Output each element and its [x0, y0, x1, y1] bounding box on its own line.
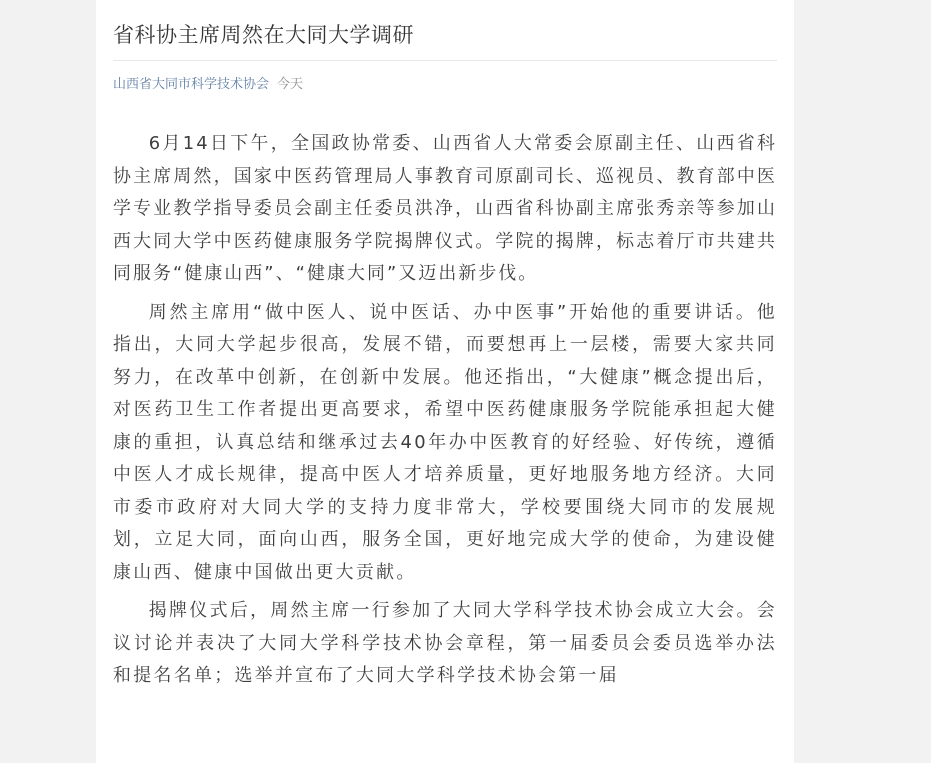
article-body — [113, 128, 777, 699]
article-page — [96, 0, 794, 763]
article-title: 省科协主席周然在大同大学调研 — [113, 23, 414, 47]
publish-date: 今天 — [277, 77, 304, 92]
account-name-link[interactable]: 山西省大同市科学技术协会 — [113, 77, 270, 92]
title-divider — [113, 60, 777, 61]
paragraph-3: 揭牌仪式后，周然主席一行参加了大同大学科学技术协会成立大会。会议讨论并表决了大同大学科学技术协会章程，第一届委员会委员选举办法和提名名单；选举并宣布了大同大学科学技术协会第一届 — [113, 600, 777, 686]
paragraph-2: 周然主席用“做中医人、说中医话、办中医事”开始他的重要讲话。他指出，大同大学起步很高，发展不错，而要想再上一层楼，需要大家共同努力，在改革中创新，在创新中发展。他还指出，“大健康”概念提出后，对医药卫生工作者提出更高要求，希望中医药健康服务学院能承担起大健康的重担，认真总结和继承过去40年办中医教育的好经验、好传统，遵循中医人才成长规律，提高中医人才培养质量，更好地服务地方经济。大同市委市政府对大同大学的支持力度非常大，学校要围绕大同市的发展规划，立足大同，面向山西，服务全国，更好地完成大学的使命，为建设健康山西、健康中国做出更大贡献。 — [113, 301, 777, 583]
paragraph-1: 6月14日下午，全国政协常委、山西省人大常委会原副主任、山西省科协主席周然，国家中医药管理局人事教育司原副司长、巡视员、教育部中医学专业教学指导委员会副主任委员洪净，山西省科协副主席张秀亲等参加山西大同大学中医药健康服务学院揭牌仪式。学院的揭牌，标志着厅市共建共同服务“健康山西”、“健康大同”又迈出新步伐。 — [113, 133, 777, 284]
article-meta — [113, 75, 303, 95]
